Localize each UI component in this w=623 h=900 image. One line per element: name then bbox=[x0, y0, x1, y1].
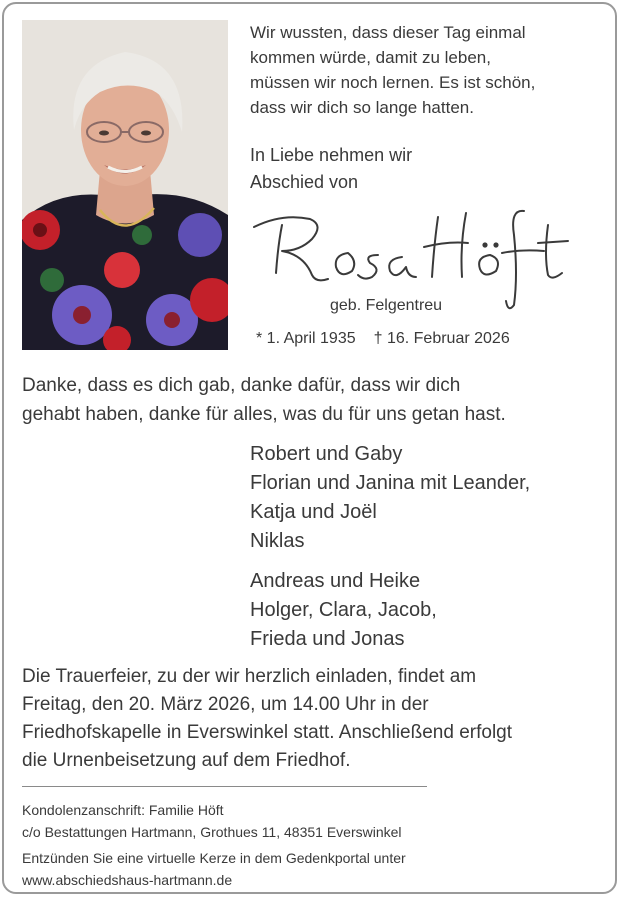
ceremony-line: Freitag, den 20. März 2026, um 14.00 Uhr in der bbox=[22, 694, 429, 715]
poem-line: müssen wir noch lernen. Es ist schön, bbox=[250, 73, 536, 92]
family-member: Andreas und Heike bbox=[250, 570, 421, 592]
portal-link[interactable]: www.abschiedshaus-hartmann.de bbox=[22, 872, 233, 888]
poem-line: dass wir dich so lange hatten. bbox=[250, 98, 474, 117]
life-dates bbox=[256, 330, 510, 348]
poem-line: kommen würde, damit zu leben, bbox=[250, 48, 491, 67]
thanks-line: gehabt haben, danke für alles, was du für uns getan hast. bbox=[22, 404, 506, 425]
death-date: † 16. Februar 2026 bbox=[373, 330, 510, 347]
memorial-portal-note bbox=[22, 847, 602, 891]
thanks-text bbox=[22, 371, 602, 429]
family-member: Niklas bbox=[250, 530, 305, 552]
ceremony-line: Friedhofskapelle in Everswinkel statt. Anschließend erfolgt bbox=[22, 722, 513, 743]
portal-line: Entzünden Sie eine virtuelle Kerze in dem Gedenkportal unter bbox=[22, 850, 406, 866]
poem-line: Wir wussten, dass dieser Tag einmal bbox=[250, 23, 526, 42]
birth-date: * 1. April 1935 bbox=[256, 330, 356, 347]
thanks-line: Danke, dass es dich gab, danke dafür, dass wir dich bbox=[22, 375, 461, 396]
ceremony-line: Die Trauerfeier, zu der wir herzlich einladen, findet am bbox=[22, 666, 477, 687]
poem bbox=[250, 20, 590, 120]
family-group-2 bbox=[250, 567, 610, 654]
family-member: Frieda und Jonas bbox=[250, 628, 405, 650]
birth-name: geb. Felgentreu bbox=[330, 297, 443, 314]
intro-line: In Liebe nehmen wir bbox=[250, 145, 413, 165]
family-group-1 bbox=[250, 440, 610, 556]
contact-line: c/o Bestattungen Hartmann, Grothues 11, 48351 Everswinkel bbox=[22, 824, 402, 840]
intro-line: Abschied von bbox=[250, 172, 359, 192]
divider bbox=[22, 786, 427, 787]
family-member: Robert und Gaby bbox=[250, 443, 403, 465]
ceremony-line: die Urnenbeisetzung auf dem Friedhof. bbox=[22, 750, 351, 771]
family-member: Florian und Janina mit Leander, bbox=[250, 472, 531, 494]
ceremony-text bbox=[22, 663, 602, 775]
portrait-photo bbox=[22, 20, 228, 350]
intro-text bbox=[250, 142, 590, 196]
condolence-address bbox=[22, 799, 602, 843]
contact-line: Kondolenzanschrift: Familie Höft bbox=[22, 802, 224, 818]
family-member: Katja und Joël bbox=[250, 501, 377, 523]
portrait-illustration bbox=[22, 20, 228, 350]
family-member: Holger, Clara, Jacob, bbox=[250, 599, 437, 621]
